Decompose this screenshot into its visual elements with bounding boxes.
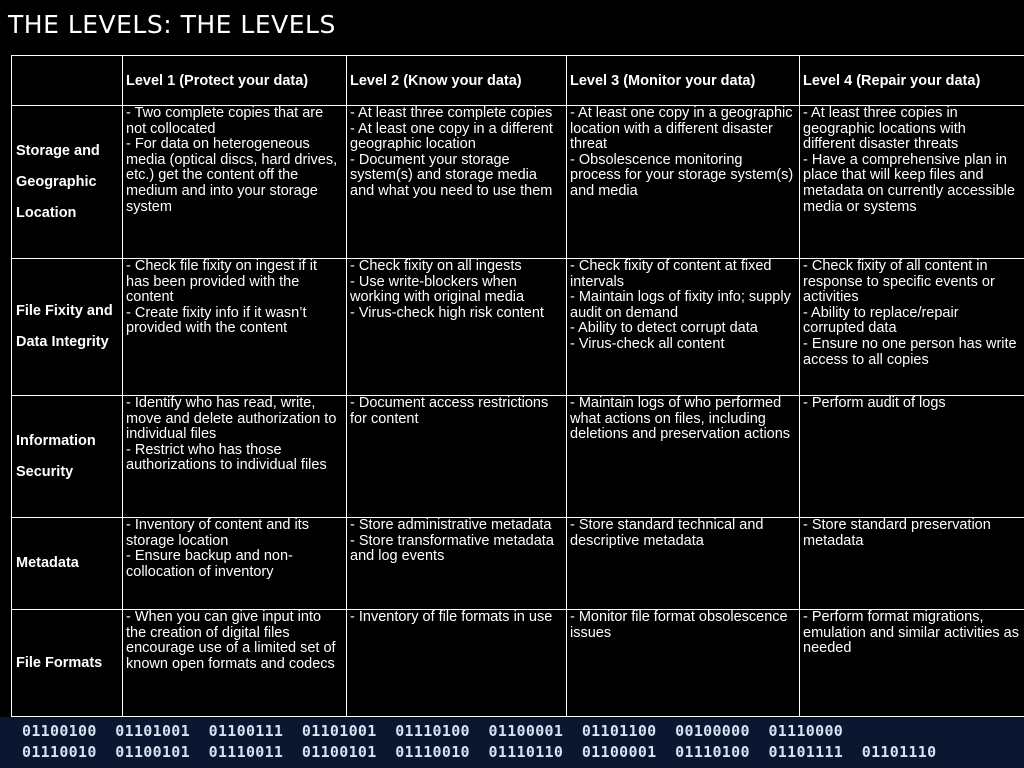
- cell-security-level-1: - Identify who has read, write, move and delete authorization to individual files - Restrict who has those authorizations to individual files: [123, 396, 347, 518]
- levels-table: [11, 55, 1024, 717]
- table-row: [12, 396, 1024, 518]
- cell-storage-level-1: - Two complete copies that are not collocated - For data on heterogeneous media (optical discs, hard drives, etc.) get the content off the medium and into your storage system: [123, 106, 347, 259]
- cell-fixity-level-3: - Check fixity of content at fixed intervals - Maintain logs of fixity info; supply audit on demand - Ability to detect corrupt data - Virus-check all content: [567, 259, 800, 396]
- table-row: [12, 259, 1024, 396]
- cell-formats-level-3: - Monitor file format obsolescence issues: [567, 610, 800, 717]
- header-level-3: Level 3 (Monitor your data): [567, 56, 800, 106]
- cell-storage-level-3: - At least one copy in a geographic location with a different disaster threat - Obsolescence monitoring process for your storage system(s) and media: [567, 106, 800, 259]
- header-level-4: Level 4 (Repair your data): [800, 56, 1024, 106]
- table-row: [12, 518, 1024, 610]
- cell-formats-level-2: - Inventory of file formats in use: [347, 610, 567, 717]
- header-level-2: Level 2 (Know your data): [347, 56, 567, 106]
- header-row: [12, 56, 1024, 106]
- row-label-metadata: Metadata: [12, 518, 123, 610]
- cell-security-level-2: - Document access restrictions for content: [347, 396, 567, 518]
- cell-fixity-level-2: - Check fixity on all ingests - Use write-blockers when working with original media - Virus-check high risk content: [347, 259, 567, 396]
- cell-security-level-4: - Perform audit of logs: [800, 396, 1024, 518]
- row-label-formats: File Formats: [12, 610, 123, 717]
- cell-fixity-level-1: - Check file fixity on ingest if it has been provided with the content - Create fixity info if it wasn’t provided with the content: [123, 259, 347, 396]
- table-row: [12, 610, 1024, 717]
- slide-title: THE LEVELS: THE LEVELS: [8, 10, 336, 39]
- cell-formats-level-1: - When you can give input into the creation of digital files encourage use of a limited set of known open formats and codecs: [123, 610, 347, 717]
- row-label-fixity: File Fixity and Data Integrity: [12, 259, 123, 396]
- table-row: [12, 106, 1024, 259]
- cell-metadata-level-3: - Store standard technical and descriptive metadata: [567, 518, 800, 610]
- cell-storage-level-2: - At least three complete copies - At least one copy in a different geographic location - Document your storage system(s) and storage media and what you need to use them: [347, 106, 567, 259]
- cell-formats-level-4: - Perform format migrations, emulation and similar activities as needed: [800, 610, 1024, 717]
- corner-cell: [12, 56, 123, 106]
- row-label-security: Information Security: [12, 396, 123, 518]
- cell-metadata-level-4: - Store standard preservation metadata: [800, 518, 1024, 610]
- binary-line-2: 01110010 01100101 01110011 01100101 01110010 01110110 01100001 01110100 01101111 01101110: [22, 743, 937, 761]
- cell-metadata-level-2: - Store administrative metadata - Store transformative metadata and log events: [347, 518, 567, 610]
- cell-storage-level-4: - At least three copies in geographic locations with different disaster threats - Have a comprehensive plan in place that will keep files and metadata on currently accessible media or systems: [800, 106, 1024, 259]
- binary-line-1: 01100100 01101001 01100111 01101001 01110100 01100001 01101100 00100000 01110000: [22, 722, 844, 740]
- header-level-1: Level 1 (Protect your data): [123, 56, 347, 106]
- cell-security-level-3: - Maintain logs of who performed what actions on files, including deletions and preservation actions: [567, 396, 800, 518]
- binary-footer: [0, 717, 1024, 768]
- row-label-storage: Storage and Geographic Location: [12, 106, 123, 259]
- cell-fixity-level-4: - Check fixity of all content in response to specific events or activities - Ability to replace/repair corrupted data - Ensure no one person has write access to all copies: [800, 259, 1024, 396]
- cell-metadata-level-1: - Inventory of content and its storage location - Ensure backup and non-collocation of inventory: [123, 518, 347, 610]
